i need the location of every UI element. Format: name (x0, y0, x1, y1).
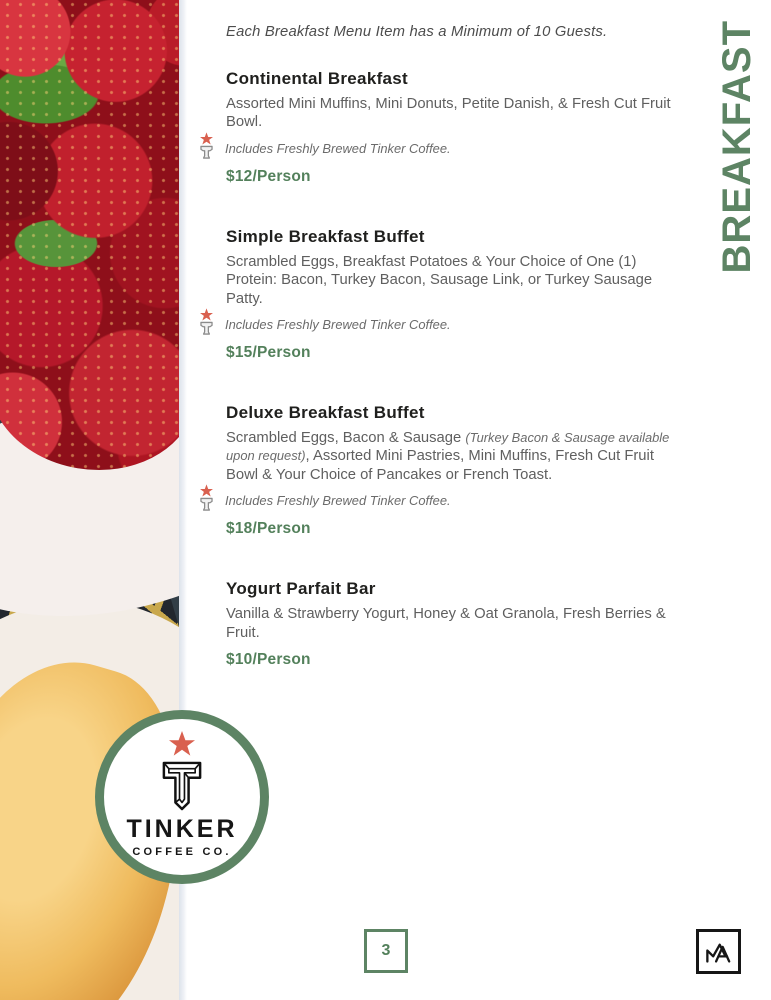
tinker-tamper-star-icon (198, 307, 215, 337)
coffee-note-row (198, 135, 682, 159)
tinker-tamper-star-icon (198, 131, 215, 161)
minimum-guests-note: Each Breakfast Menu Item has a Minimum of 10 Guests. (226, 24, 608, 40)
menu-item-description (226, 429, 682, 484)
tinker-tamper-t-icon (156, 758, 208, 814)
coffee-note-row (198, 311, 682, 335)
menu-item-description: Vanilla & Strawberry Yogurt, Honey & Oat Granola, Fresh Berries & Fruit. (226, 606, 666, 641)
coffee-note-row (198, 487, 682, 511)
menu-item-deluxe-breakfast-buffet (226, 402, 682, 538)
menu-content (226, 0, 682, 709)
description-part2: , Assorted Mini Pastries, Mini Muffins, Fresh Cut Fruit Bowl & Your Choice of Pancakes or French Toast. (226, 448, 654, 483)
description-part1: Scrambled Eggs, Bacon & Sausage (226, 430, 466, 447)
tinker-logo-subname: COFFEE CO. (132, 846, 232, 858)
menu-item-price: $18/Person (226, 520, 311, 538)
coffee-note-text: Includes Freshly Brewed Tinker Coffee. (225, 140, 451, 156)
strawberry-seeds-texture (0, 0, 179, 470)
menu-item-description: Scrambled Eggs, Breakfast Potatoes & Your Choice of One (1) Protein: Bacon, Turkey Bacon, Sausage Link, or Turkey Sausage Patty. (226, 253, 653, 307)
tinker-coffee-logo (95, 710, 269, 884)
menu-item-price: $15/Person (226, 344, 311, 362)
menu-item-continental-breakfast (226, 68, 682, 186)
red-star-icon (168, 731, 196, 757)
menu-item-simple-breakfast-buffet (226, 226, 682, 362)
menu-item-price: $10/Person (226, 651, 311, 669)
menu-item-yogurt-parfait-bar (226, 578, 682, 669)
description-italic-note: (Turkey Bacon & Sausage available upon request) (226, 430, 670, 464)
tinker-logo-name: TINKER (126, 815, 238, 843)
menu-item-price: $12/Person (226, 167, 311, 185)
ma-monogram-logo (696, 929, 741, 974)
page-number-badge: 3 (364, 929, 408, 973)
coffee-note-text: Includes Freshly Brewed Tinker Coffee. (225, 317, 451, 333)
coffee-note-text: Includes Freshly Brewed Tinker Coffee. (225, 493, 451, 509)
tinker-tamper-star-icon (198, 483, 215, 513)
menu-item-title: Continental Breakfast (226, 69, 409, 88)
menu-item-title: Simple Breakfast Buffet (226, 226, 425, 246)
menu-item-description: Assorted Mini Muffins, Mini Donuts, Petite Danish, & Fresh Cut Fruit Bowl. (226, 96, 671, 131)
ma-monogram-icon (703, 938, 735, 966)
menu-item-title: Deluxe Breakfast Buffet (226, 403, 425, 423)
breakfast-side-label: BREAKFAST (715, 20, 759, 274)
menu-item-title: Yogurt Parfait Bar (226, 579, 376, 599)
